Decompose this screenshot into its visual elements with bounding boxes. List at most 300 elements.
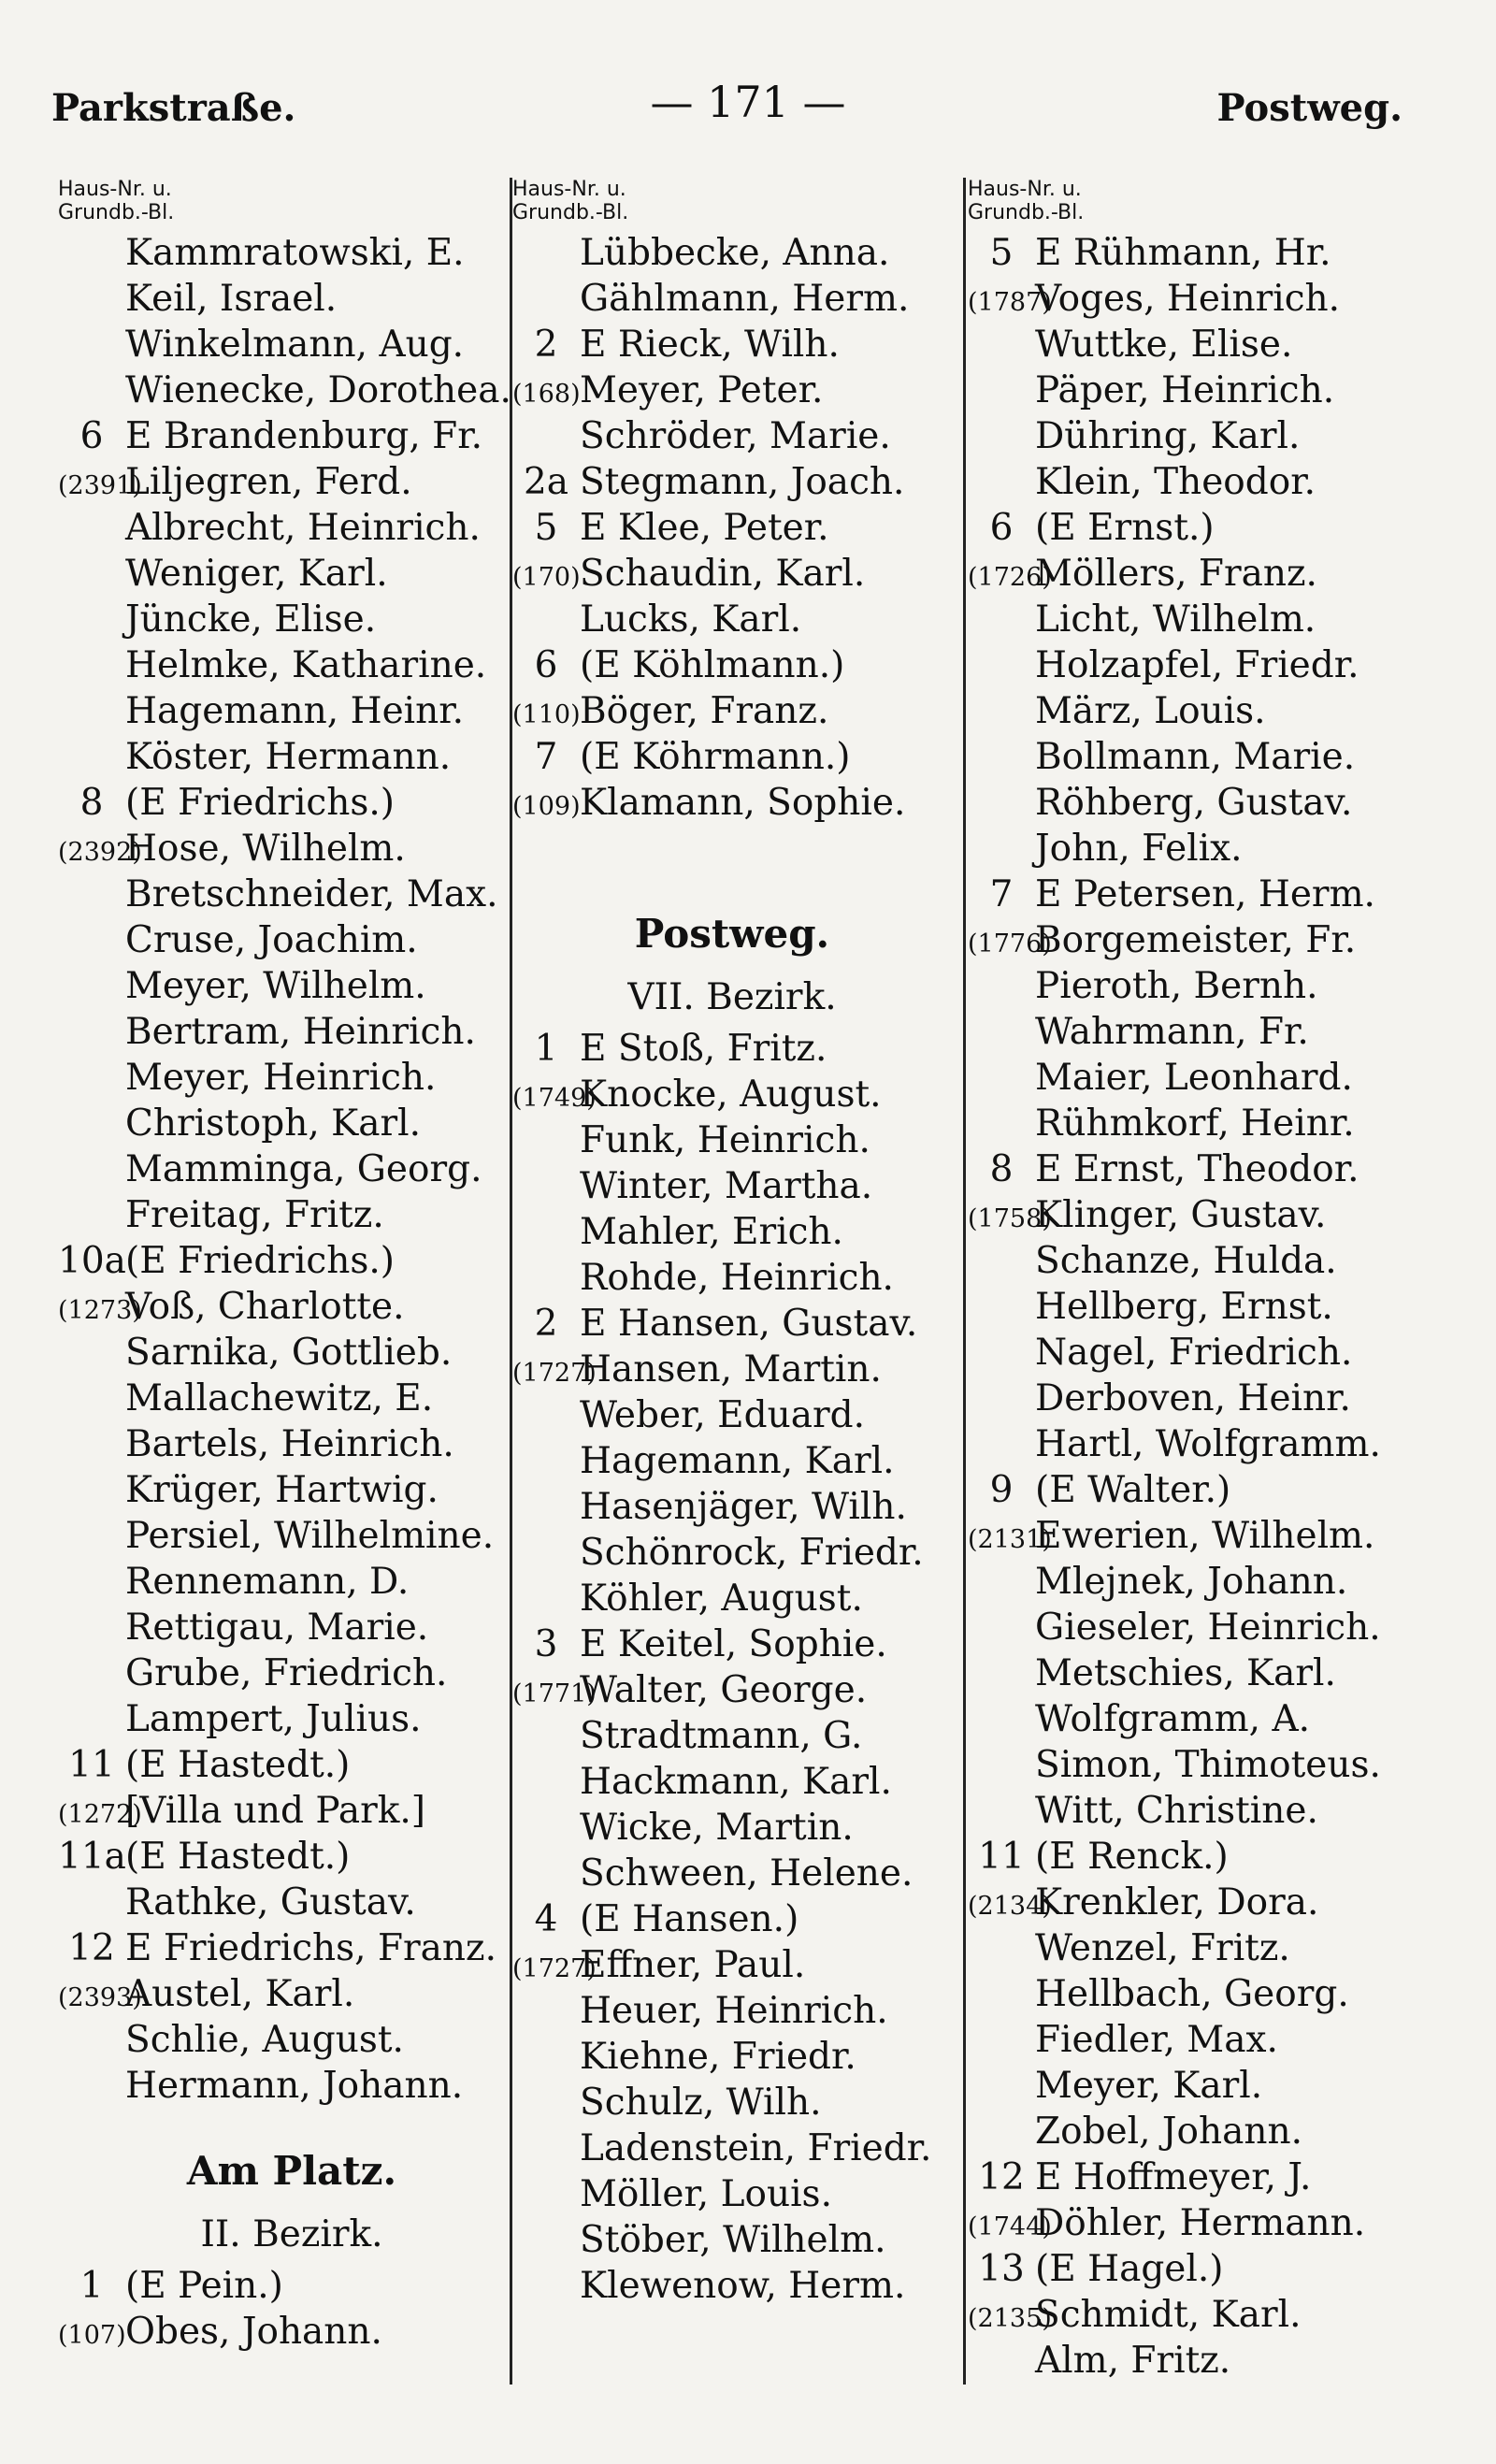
resident-name: (E Friedrichs.) — [125, 782, 396, 824]
entry-row — [512, 736, 952, 782]
resident-name: Hansen, Martin. — [580, 1348, 882, 1391]
house-number: (1273) — [58, 1296, 142, 1325]
house-number: (110) — [512, 700, 581, 729]
entry-list — [58, 232, 525, 2111]
entry-row — [968, 644, 1454, 690]
entry-row — [58, 2019, 525, 2065]
entry-row — [512, 1761, 952, 1807]
entry-row — [58, 1790, 525, 1836]
resident-name: Gählmann, Herm. — [580, 278, 910, 320]
resident-name: Hellberg, Ernst. — [1035, 1286, 1333, 1328]
resident-name: Döhler, Hermann. — [1035, 2202, 1366, 2244]
resident-name: Borgemeister, Fr. — [1035, 919, 1357, 961]
entry-row — [58, 1148, 525, 1194]
column-1 — [58, 178, 525, 2356]
entry-row — [968, 507, 1454, 553]
entry-row — [968, 965, 1454, 1011]
entry-row — [512, 1669, 952, 1715]
resident-name: Kammratowski, E. — [125, 232, 465, 274]
house-number: 10a — [58, 1240, 126, 1282]
resident-name: Winter, Martha. — [580, 1165, 873, 1207]
entry-row — [512, 2036, 952, 2082]
resident-name: Knocke, August. — [580, 1073, 882, 1116]
resident-name: Zobel, Johann. — [1035, 2111, 1303, 2153]
resident-name: Kiehne, Friedr. — [580, 2036, 856, 2078]
entry-row — [512, 1852, 952, 1898]
house-number: 9 — [989, 1469, 1014, 1511]
resident-name: Wenzel, Fritz. — [1035, 1927, 1290, 1969]
resident-name: Derboven, Heinr. — [1035, 1377, 1351, 1419]
house-number: 13 — [978, 2248, 1025, 2290]
entry-row — [968, 1515, 1454, 1561]
entry-row — [968, 2248, 1454, 2294]
house-number: 7 — [534, 736, 558, 778]
entry-row — [512, 1486, 952, 1532]
resident-name: E Ernst, Theodor. — [1035, 1148, 1359, 1190]
resident-name: Stradtmann, G. — [580, 1715, 863, 1757]
resident-name: E Stoß, Fritz. — [580, 1028, 827, 1070]
entry-row — [968, 873, 1454, 919]
resident-name: Bretschneider, Max. — [125, 873, 498, 915]
entry-row — [512, 1165, 952, 1211]
entry-row — [968, 782, 1454, 828]
house-number: 8 — [989, 1148, 1014, 1190]
resident-name: (E Pein.) — [125, 2265, 283, 2307]
entry-row — [968, 1011, 1454, 1057]
resident-name: Schröder, Marie. — [580, 415, 891, 457]
resident-name: Schönrock, Friedr. — [580, 1532, 924, 1574]
house-number: (2135) — [968, 2304, 1052, 2333]
resident-name: Metschies, Karl. — [1035, 1652, 1336, 1694]
entry-row — [968, 369, 1454, 415]
resident-name: Hose, Wilhelm. — [125, 828, 406, 870]
resident-name: Hermann, Johann. — [125, 2065, 464, 2107]
street-heading: Postweg. — [634, 911, 830, 957]
resident-name: Stöber, Wilhelm. — [580, 2219, 886, 2261]
entry-row — [968, 461, 1454, 507]
entry-row — [968, 1102, 1454, 1148]
entry-row — [512, 2173, 952, 2219]
resident-name: Bollmann, Marie. — [1035, 736, 1356, 778]
house-number: 2 — [534, 1303, 558, 1345]
house-number: 5 — [534, 507, 558, 549]
entry-row — [968, 1790, 1454, 1836]
resident-name: (E Köhrmann.) — [580, 736, 851, 778]
entry-row — [512, 1898, 952, 1944]
entry-row — [58, 782, 525, 828]
resident-name: Alm, Fritz. — [1035, 2340, 1231, 2382]
house-number: (109) — [512, 792, 581, 821]
resident-name: Wuttke, Elise. — [1035, 324, 1293, 366]
entry-row — [512, 1257, 952, 1303]
entry-row — [512, 1028, 952, 1073]
resident-name: Hasenjäger, Wilh. — [580, 1486, 907, 1528]
house-number: 6 — [79, 415, 104, 457]
column-head: Haus-Nr. u. Grundb.-Bl. — [512, 178, 629, 224]
house-number: (107) — [58, 2321, 126, 2350]
entry-row — [968, 598, 1454, 644]
entry-row — [58, 1102, 525, 1148]
house-number: 12 — [68, 1927, 115, 1969]
entry-row — [58, 2265, 525, 2311]
entry-row — [968, 2019, 1454, 2065]
resident-name: Hackmann, Karl. — [580, 1761, 892, 1803]
resident-name: Meyer, Karl. — [1035, 2065, 1263, 2107]
resident-name: Mlejnek, Johann. — [1035, 1561, 1348, 1603]
entry-row — [512, 232, 952, 278]
resident-name: Ladenstein, Friedr. — [580, 2127, 932, 2169]
house-number: 6 — [989, 507, 1014, 549]
house-number: (1758) — [968, 1204, 1052, 1233]
district-label: II. Bezirk. — [200, 2213, 383, 2255]
entry-row — [512, 2219, 952, 2265]
resident-name: Jüncke, Elise. — [125, 598, 377, 641]
house-number: 12 — [978, 2156, 1025, 2198]
resident-name: (E Köhlmann.) — [580, 644, 845, 686]
entry-row — [968, 1286, 1454, 1332]
resident-name: Maier, Leonhard. — [1035, 1057, 1353, 1099]
house-number: (1727) — [512, 1954, 597, 1983]
house-number: 7 — [989, 873, 1014, 915]
house-number: (2393) — [58, 1983, 142, 2012]
resident-name: (E Hagel.) — [1035, 2248, 1224, 2290]
entry-list — [58, 2265, 525, 2356]
entry-row — [968, 2202, 1454, 2248]
house-number: 3 — [534, 1623, 558, 1665]
resident-name: E Brandenburg, Fr. — [125, 415, 483, 457]
entry-row — [512, 324, 952, 369]
house-number: 1 — [79, 2265, 104, 2307]
entry-row — [512, 1578, 952, 1623]
entry-row — [512, 1944, 952, 1990]
column-divider — [963, 178, 966, 2385]
resident-name: (E Walter.) — [1035, 1469, 1231, 1511]
entry-row — [58, 1881, 525, 1927]
resident-name: Wicke, Martin. — [580, 1807, 854, 1849]
entry-row — [968, 1561, 1454, 1607]
house-number: (1776) — [968, 929, 1052, 958]
resident-name: Nagel, Friedrich. — [1035, 1332, 1353, 1374]
resident-name: Voß, Charlotte. — [125, 1286, 405, 1328]
house-number: 11a — [58, 1836, 126, 1878]
resident-name: März, Louis. — [1035, 690, 1266, 732]
entry-row — [968, 919, 1454, 965]
entry-row — [58, 644, 525, 690]
entry-row — [58, 461, 525, 507]
resident-name: Köster, Hermann. — [125, 736, 452, 778]
entry-row — [968, 1698, 1454, 1744]
entry-list — [512, 232, 952, 828]
house-number: (1787) — [968, 288, 1052, 317]
entry-row — [512, 369, 952, 415]
resident-name: Lucks, Karl. — [580, 598, 802, 641]
entry-row — [968, 1423, 1454, 1469]
entry-row — [58, 598, 525, 644]
house-number: 11 — [978, 1836, 1025, 1878]
entry-row — [58, 1286, 525, 1332]
entry-row — [58, 1377, 525, 1423]
entry-row — [58, 1607, 525, 1652]
entry-row — [58, 278, 525, 324]
house-number: (2134) — [968, 1892, 1052, 1921]
street-heading: Am Platz. — [186, 2148, 397, 2194]
entry-row — [968, 2065, 1454, 2111]
resident-name: E Rieck, Wilh. — [580, 324, 840, 366]
entry-row — [512, 2082, 952, 2127]
entry-row — [512, 598, 952, 644]
house-number: (168) — [512, 380, 581, 409]
entry-row — [58, 1515, 525, 1561]
resident-name: Rennemann, D. — [125, 1561, 410, 1603]
resident-name: Päper, Heinrich. — [1035, 369, 1335, 411]
entry-row — [58, 1927, 525, 1973]
entry-row — [58, 232, 525, 278]
resident-name: Meyer, Wilhelm. — [125, 965, 426, 1007]
entry-row — [968, 1332, 1454, 1377]
resident-name: Köhler, August. — [580, 1578, 863, 1620]
entry-row — [58, 1744, 525, 1790]
entry-row — [512, 2265, 952, 2311]
resident-name: Wolfgramm, A. — [1035, 1698, 1311, 1740]
resident-name: (E Renck.) — [1035, 1836, 1229, 1878]
entry-row — [968, 1836, 1454, 1881]
entry-row — [58, 965, 525, 1011]
resident-name: Krenkler, Dora. — [1035, 1881, 1319, 1924]
resident-name: Weniger, Karl. — [125, 553, 388, 595]
entry-row — [512, 1211, 952, 1257]
entry-row — [512, 1715, 952, 1761]
resident-name: Wienecke, Dorothea. — [125, 369, 511, 411]
resident-name: Wahrmann, Fr. — [1035, 1011, 1309, 1053]
column-head: Haus-Nr. u. Grundb.-Bl. — [968, 178, 1085, 224]
resident-name: Effner, Paul. — [580, 1944, 806, 1986]
entry-row — [58, 1836, 525, 1881]
resident-name: Winkelmann, Aug. — [125, 324, 465, 366]
entry-list — [968, 232, 1454, 2385]
resident-name: Möllers, Franz. — [1035, 553, 1317, 595]
resident-name: Heuer, Heinrich. — [580, 1990, 888, 2032]
resident-name: Ewerien, Wilhelm. — [1035, 1515, 1375, 1557]
entry-row — [58, 919, 525, 965]
entry-list — [512, 1028, 952, 2311]
resident-name: Albrecht, Heinrich. — [125, 507, 481, 549]
resident-name: Gieseler, Heinrich. — [1035, 1607, 1381, 1649]
house-number: 2a — [523, 461, 569, 503]
resident-name: E Rühmann, Hr. — [1035, 232, 1331, 274]
resident-name: Funk, Heinrich. — [580, 1119, 870, 1161]
resident-name: Klein, Theodor. — [1035, 461, 1316, 503]
resident-name: Schaudin, Karl. — [580, 553, 866, 595]
resident-name: (E Hastedt.) — [125, 1836, 351, 1878]
resident-name: Stegmann, Joach. — [580, 461, 905, 503]
entry-row — [58, 1240, 525, 1286]
entry-row — [968, 1927, 1454, 1973]
column-3 — [968, 178, 1454, 2385]
entry-row — [58, 415, 525, 461]
entry-row — [58, 1561, 525, 1607]
house-number: 1 — [534, 1028, 558, 1070]
resident-name: Böger, Franz. — [580, 690, 829, 732]
entry-row — [512, 461, 952, 507]
entry-row — [58, 1469, 525, 1515]
resident-name: Bertram, Heinrich. — [125, 1011, 476, 1053]
resident-name: Bartels, Heinrich. — [125, 1423, 454, 1465]
entry-row — [512, 415, 952, 461]
entry-row — [58, 369, 525, 415]
resident-name: Mamminga, Georg. — [125, 1148, 482, 1190]
resident-name: Meyer, Heinrich. — [125, 1057, 437, 1099]
entry-row — [512, 1440, 952, 1486]
house-number: (2131) — [968, 1525, 1052, 1554]
entry-row — [968, 2294, 1454, 2340]
resident-name: Meyer, Peter. — [580, 369, 824, 411]
resident-name: Schulz, Wilh. — [580, 2082, 822, 2124]
entry-row — [512, 1119, 952, 1165]
entry-row — [512, 1990, 952, 2036]
entry-row — [58, 1973, 525, 2019]
resident-name: Obes, Johann. — [125, 2311, 382, 2353]
resident-name: Weber, Eduard. — [580, 1394, 865, 1436]
entry-row — [512, 782, 952, 828]
column-2 — [512, 178, 952, 2311]
resident-name: Holzapfel, Friedr. — [1035, 644, 1359, 686]
resident-name: (E Friedrichs.) — [125, 1240, 396, 1282]
entry-row — [58, 1698, 525, 1744]
district-label: VII. Bezirk. — [627, 976, 837, 1018]
house-number: (2391) — [58, 471, 142, 500]
entry-row — [58, 324, 525, 369]
entry-row — [512, 690, 952, 736]
resident-name: Christoph, Karl. — [125, 1102, 422, 1145]
resident-name: (E Hastedt.) — [125, 1744, 351, 1786]
house-number: (1771) — [512, 1679, 597, 1708]
resident-name: Klewenow, Herm. — [580, 2265, 906, 2307]
resident-name: Hagemann, Karl. — [580, 1440, 895, 1482]
resident-name: Grube, Friedrich. — [125, 1652, 448, 1694]
entry-row — [968, 1881, 1454, 1927]
entry-row — [58, 1423, 525, 1469]
resident-name: Lübbecke, Anna. — [580, 232, 890, 274]
resident-name: Voges, Heinrich. — [1035, 278, 1341, 320]
entry-row — [968, 828, 1454, 873]
resident-name: Fiedler, Max. — [1035, 2019, 1278, 2061]
house-number: 6 — [534, 644, 558, 686]
entry-row — [58, 1057, 525, 1102]
resident-name: Pieroth, Bernh. — [1035, 965, 1318, 1007]
house-number: 2 — [534, 324, 558, 366]
entry-row — [512, 1348, 952, 1394]
resident-name: E Friedrichs, Franz. — [125, 1927, 496, 1969]
resident-name: Möller, Louis. — [580, 2173, 832, 2215]
entry-row — [58, 1194, 525, 1240]
entry-row — [58, 873, 525, 919]
house-number: 5 — [989, 232, 1014, 274]
entry-row — [968, 1652, 1454, 1698]
entry-row — [968, 1057, 1454, 1102]
entry-row — [968, 1194, 1454, 1240]
running-head-left: Parkstraße. — [51, 86, 296, 130]
resident-name: Simon, Thimoteus. — [1035, 1744, 1381, 1786]
house-number: (1726) — [968, 563, 1052, 592]
entry-row — [512, 1394, 952, 1440]
resident-name: Krüger, Hartwig. — [125, 1469, 439, 1511]
resident-name: Lampert, Julius. — [125, 1698, 422, 1740]
entry-row — [512, 553, 952, 598]
resident-name: Freitag, Fritz. — [125, 1194, 384, 1236]
entry-row — [968, 1240, 1454, 1286]
entry-row — [968, 2156, 1454, 2202]
entry-row — [58, 736, 525, 782]
entry-row — [968, 1973, 1454, 2019]
house-number: (1749) — [512, 1084, 597, 1113]
entry-row — [58, 828, 525, 873]
entry-row — [968, 1377, 1454, 1423]
entry-row — [968, 278, 1454, 324]
entry-row — [968, 1469, 1454, 1515]
entry-row — [58, 690, 525, 736]
house-number: (1272) — [58, 1800, 142, 1829]
column-head: Haus-Nr. u. Grundb.-Bl. — [58, 178, 175, 224]
resident-name: John, Felix. — [1035, 828, 1243, 870]
house-number: (1727) — [512, 1359, 597, 1388]
entry-row — [512, 644, 952, 690]
resident-name: E Hoffmeyer, J. — [1035, 2156, 1312, 2198]
resident-name: Rühmkorf, Heinr. — [1035, 1102, 1355, 1145]
resident-name: Röhberg, Gustav. — [1035, 782, 1353, 824]
resident-name: E Keitel, Sophie. — [580, 1623, 887, 1665]
entry-row — [58, 1011, 525, 1057]
entry-row — [512, 278, 952, 324]
resident-name: Sarnika, Gottlieb. — [125, 1332, 453, 1374]
entry-row — [968, 553, 1454, 598]
entry-row — [58, 553, 525, 598]
house-number: 4 — [534, 1898, 558, 1940]
resident-name: E Hansen, Gustav. — [580, 1303, 918, 1345]
resident-name: E Klee, Peter. — [580, 507, 829, 549]
resident-name: Schween, Helene. — [580, 1852, 913, 1895]
resident-name: Dühring, Karl. — [1035, 415, 1301, 457]
resident-name: Schanze, Hulda. — [1035, 1240, 1337, 1282]
resident-name: Mallachewitz, E. — [125, 1377, 434, 1419]
house-number: (170) — [512, 563, 581, 592]
resident-name: Licht, Wilhelm. — [1035, 598, 1316, 641]
resident-name: Helmke, Katharine. — [125, 644, 487, 686]
entry-row — [968, 1607, 1454, 1652]
house-number: 8 — [79, 782, 104, 824]
resident-name: Hartl, Wolfgramm. — [1035, 1423, 1381, 1465]
entry-row — [512, 1623, 952, 1669]
resident-name: Schlie, August. — [125, 2019, 404, 2061]
resident-name: [Villa und Park.] — [125, 1790, 425, 1832]
resident-name: Klamann, Sophie. — [580, 782, 906, 824]
entry-row — [58, 2065, 525, 2111]
entry-row — [58, 2311, 525, 2356]
resident-name: Hagemann, Heinr. — [125, 690, 465, 732]
resident-name: Mahler, Erich. — [580, 1211, 843, 1253]
resident-name: Klinger, Gustav. — [1035, 1194, 1327, 1236]
resident-name: Rohde, Heinrich. — [580, 1257, 894, 1299]
entry-row — [512, 1532, 952, 1578]
page-number: — 171 — — [650, 77, 846, 127]
entry-row — [512, 507, 952, 553]
entry-row — [512, 2127, 952, 2173]
resident-name: Liljegren, Ferd. — [125, 461, 412, 503]
entry-row — [968, 324, 1454, 369]
entry-row — [968, 2111, 1454, 2156]
resident-name: Rettigau, Marie. — [125, 1607, 429, 1649]
entry-row — [968, 2340, 1454, 2385]
entry-row — [968, 1744, 1454, 1790]
